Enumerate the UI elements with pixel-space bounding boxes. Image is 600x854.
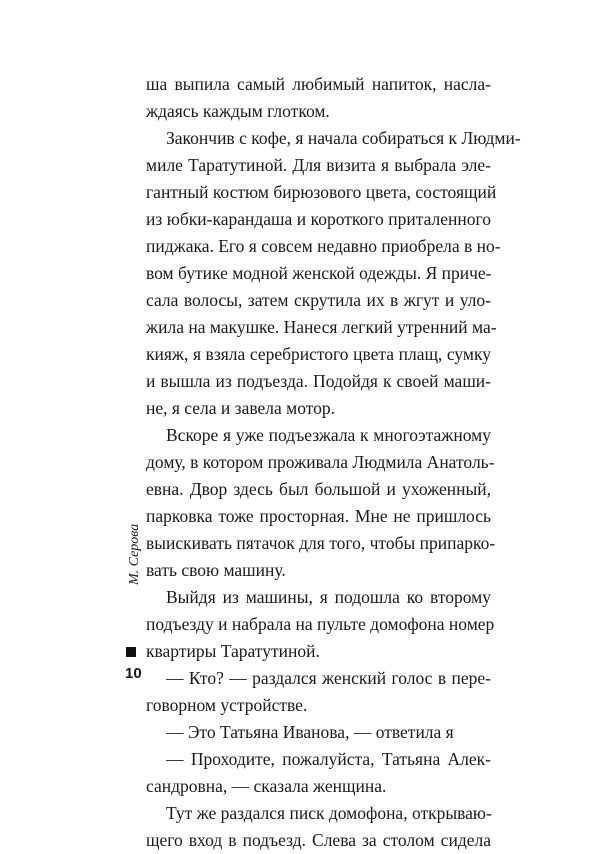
text-line: Закончив с кофе, я начала собираться к Людми-: [166, 128, 521, 148]
text-line: дому, в котором проживала Людмила Анатоль-: [146, 452, 495, 472]
text-line: миле Таратутиной. Для визита я выбрала эле-: [146, 155, 491, 175]
text-line: — Это Татьяна Иванова, — ответила я: [166, 722, 454, 742]
text-line: жила на макушке. Нанеся легкий утренний ма-: [146, 317, 497, 337]
text-line: щего вход в подъезд. Слева за столом сидела: [146, 830, 491, 850]
text-line: ждаясь каждым глотком.: [146, 101, 330, 121]
text-line: говорном устройстве.: [146, 695, 308, 715]
text-line: выискивать пятачок для того, чтобы припарко-: [146, 533, 496, 553]
text-line: квартиры Таратутиной.: [146, 641, 320, 661]
page-number: 10: [125, 665, 142, 682]
text-line: и вышла из подъезда. Подойдя к своей маши-: [146, 371, 491, 391]
body-text: [146, 71, 521, 854]
text-line: Тут же раздался писк домофона, открываю-: [166, 803, 492, 823]
text-line: евна. Двор здесь был большой и ухоженный,: [146, 479, 491, 499]
text-line: гантный костюм бирюзового цвета, состоящий: [146, 182, 497, 202]
text-line: Вскоре я уже подъезжала к многоэтажному: [166, 425, 491, 445]
text-line: парковка тоже просторная. Мне не пришлось: [146, 506, 491, 526]
margin-square-marker: [126, 647, 136, 657]
text-line: — Проходите, пожалуйста, Татьяна Алек-: [166, 749, 491, 769]
text-line: сала волосы, затем скрутила их в жгут и уло-: [146, 290, 491, 310]
text-line: из юбки-карандаша и короткого приталенного: [146, 209, 491, 229]
text-line: ша выпила самый любимый напиток, насла-: [146, 74, 491, 94]
text-line: вом бутике модной женской одежды. Я приче-: [146, 263, 492, 283]
text-line: кияж, я взяла серебристого цвета плащ, сумку: [146, 344, 491, 364]
text-line: пиджака. Его я совсем недавно приобрела в но-: [146, 236, 501, 256]
text-line: не, я села и завела мотор.: [146, 398, 336, 418]
text-line: вать свою машину.: [146, 560, 286, 580]
text-line: — Кто? — раздался женский голос в пере-: [166, 668, 491, 688]
text-line: подъезду и набрала на пульте домофона номер: [146, 614, 495, 634]
text-line: Выйдя из машины, я подошла ко второму: [166, 587, 491, 607]
text-line: сандровна, — сказала женщина.: [146, 776, 387, 796]
author-running-head: М. Серова: [127, 523, 142, 585]
